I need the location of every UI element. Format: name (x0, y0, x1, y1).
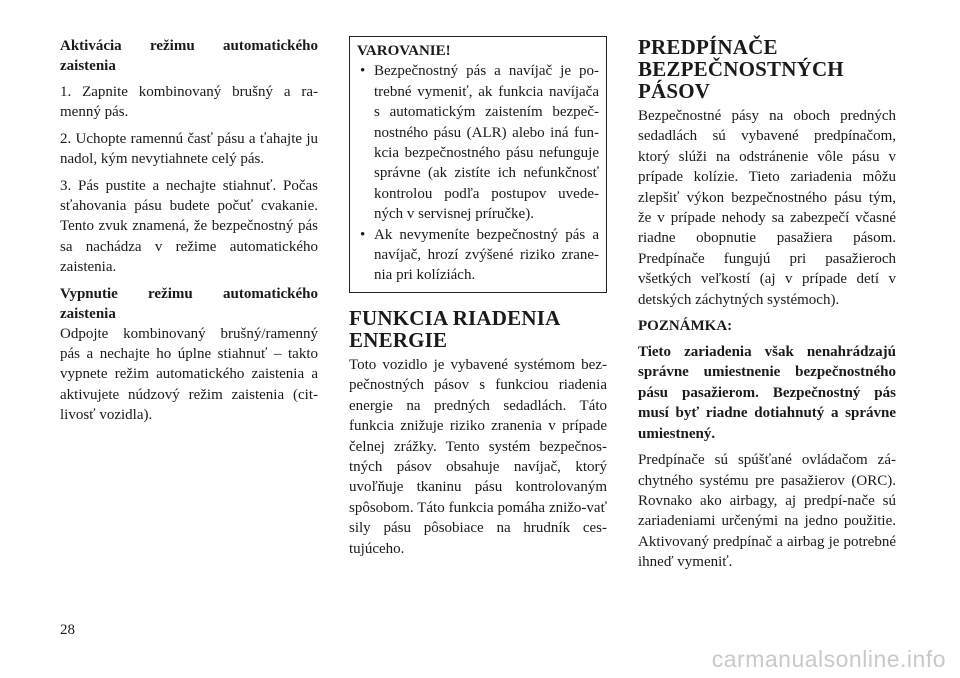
warning-item-text: Ak nevymeníte bezpečnostný pás a navíjač, hrozí zvýšené riziko zrane-nia pri kolíziách. (374, 226, 599, 284)
warning-box (349, 36, 607, 293)
page-number: 28 (60, 622, 75, 638)
bullet-icon: • (360, 63, 366, 80)
section-heading-pretensioners: PREDPÍNAČE BEZPEČNOSTNÝCH PÁSOV (638, 35, 844, 103)
step-3-text: 3. Pás pustite a nechajte stiahnuť. Počas sťahovania pásu budete počuť cvakanie. Tento zvuk znamená, že bezpečnostný pás sa nachádza v režime automatického zaistenia. (60, 177, 318, 276)
warning-item (357, 61, 599, 224)
step-2-text: 2. Uchopte ramennú časť pásu a ťahajte ju nadol, kým nevytiahnete celý pás. (60, 130, 318, 168)
note-label: POZNÁMKA: (638, 318, 733, 335)
bullet-icon: • (360, 226, 366, 243)
step-1-text: 1. Zapnite kombinovaný brušný a ra-menný pás. (60, 84, 318, 121)
left-column (60, 36, 318, 426)
note-text: Tieto zariadenia však nenahrádzajú správne umiestnenie bezpečnostného pásu pasažierom. Bezpečnostný pás musí byť riadne dotiahnutý a správne umiestnený. (638, 344, 896, 442)
warning-item (357, 225, 599, 286)
right-column (638, 36, 896, 573)
section-heading-energy-management: FUNKCIA RIADENIA ENERGIE (349, 305, 560, 352)
warning-list (357, 61, 599, 285)
section-heading-deactivation: Vypnutie režimu automatického zaistenia (60, 285, 318, 322)
section-heading-activation: Aktivácia režimu automatického zaistenia (60, 38, 318, 74)
watermark: carmanualsonline.info (711, 646, 946, 672)
deactivation-paragraph: Odpojte kombinovaný brušný/ramenný pás a nechajte ho úplne stiahnuť – takto vypnete režim automatického zaistenia a aktivujete núdzový režim zaistenia (cit-livosť vozidla). (60, 325, 318, 424)
energy-management-paragraph: Toto vozidlo je vybavené systémom bez-pečnostných pásov s funkciou riadenia energie na predných sedadlách. Táto funkcia znižuje riziko zranenia v prípade čelnej zrážky. Tento systém bezpečnos-tných pásov obsahuje navíjač, ktorý uvoľňuje tkaninu pásu kontrolovaným spôsobom. Táto funkcia pomáha znižo-vať sily pásu pôsobiace na hrudník ces-tujúceho. (349, 356, 607, 557)
middle-column (349, 36, 607, 559)
pretensioners-paragraph: Bezpečnostné pásy na oboch predných sedadlách sú vybavené predpínačom, ktorý slúži na odstránenie vôle pásu v prípade kolízie. Tieto zariadenia môžu zlepšiť výkon bezpečnostného pásu tým, že v prípade nehody sa zabezpečí včasné riadne obopnutie pasažiera pásom. Predpínače fungujú pri pasažieroch všetkých veľkostí (aj v prípade detí v detských záchytných systémoch). (638, 108, 896, 308)
pretensioners-activation-paragraph: Predpínače sú spúšťané ovládačom zá-chytného systému pre pasažierov (ORC). Rovnako ako airbagy, aj predpí-nače sú zariadeniami určenými na jedno použitie. Aktivovaný predpínač a airbag je potrebné ihneď vymeniť. (638, 452, 896, 571)
warning-title: VAROVANIE! (357, 43, 451, 59)
warning-item-text: Bezpečnostný pás a navíjač je po-trebné vymeniť, ak funkcia navíjača s automatickým zaistením bezpeč-nostného pásu (ALR) alebo iná fun-kcia bezpečnostného pásu nefunguje správne (ak zistíte ich nefunkčnosť kontrolou podľa postupov uvede-ných v servisnej príručke). (374, 63, 599, 223)
